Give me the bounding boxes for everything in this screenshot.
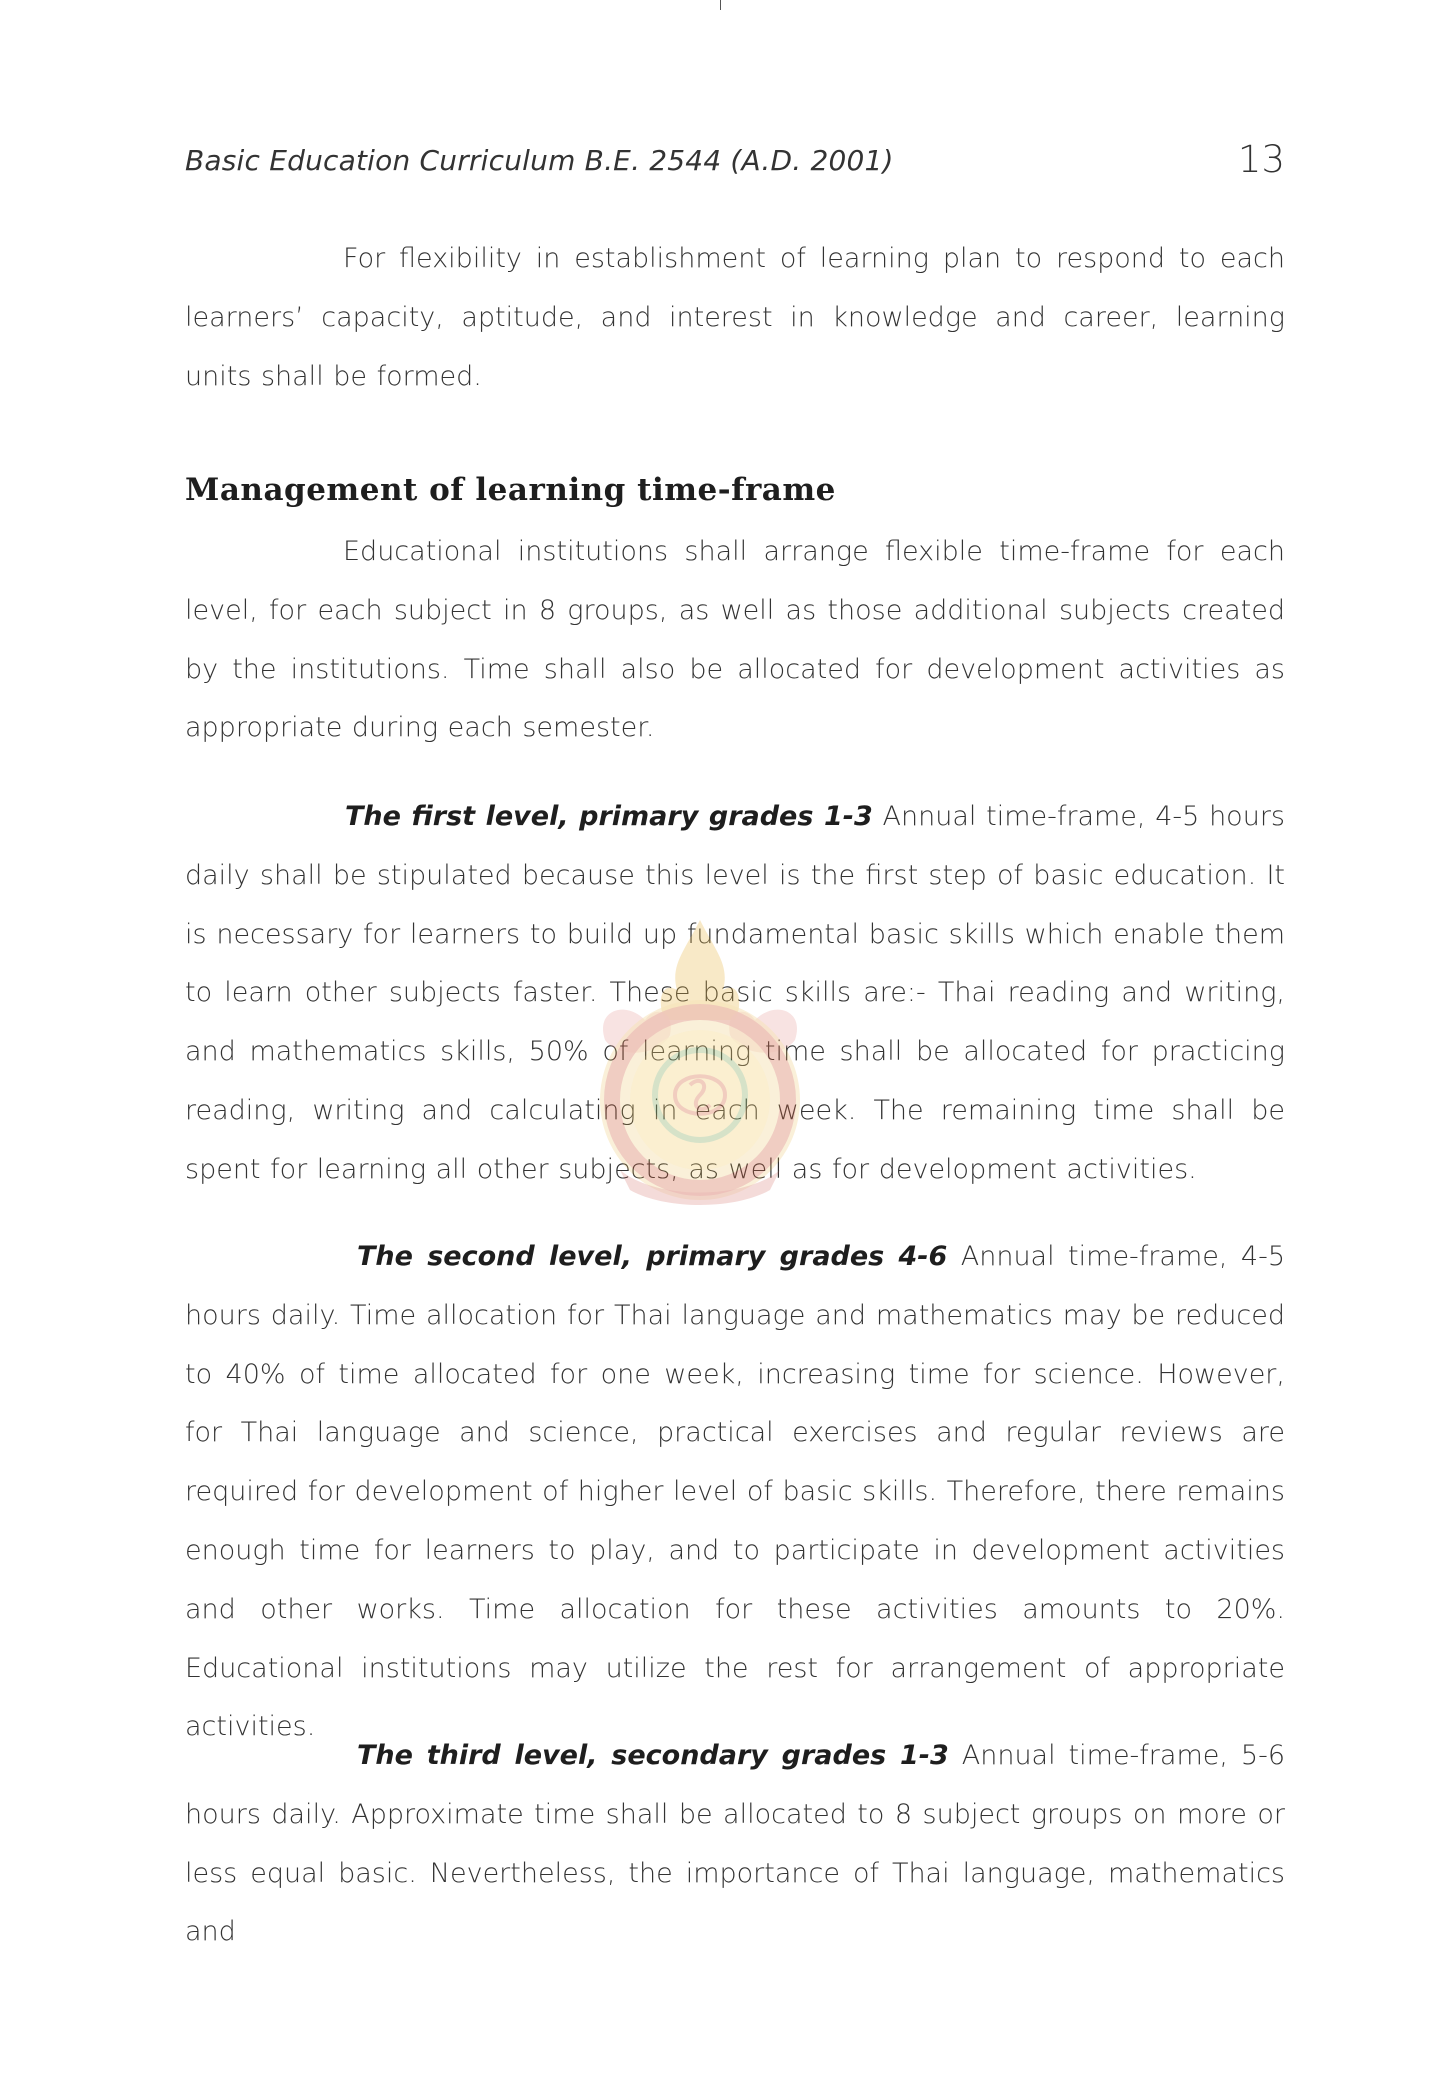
level-1-block bbox=[185, 788, 1285, 1200]
level-3-block bbox=[185, 1727, 1285, 1962]
page-header bbox=[185, 138, 1285, 184]
section-paragraph: Educational institutions shall arrange flexible time-frame for each level, for each subject in 8 groups, as well as those additional subjects created by the institutions. Time shall also be allocated for development activities as appropriate during each semester. bbox=[185, 536, 1285, 744]
level-2-text: Annual time-frame, 4-5 hours daily. Time allocation for Thai language and mathematics may be reduced to 40% of time allocated for one week, increasing time for science. However, for Thai language and science, practical exercises and regular reviews are required for development of higher level of basic skills. Therefore, there remains enough time for learners to play, and to participate in development activities and other works. Time allocation for these activities amounts to 20%. Educational institutions may utilize the rest for arrangement of appropriate activities. bbox=[185, 1241, 1285, 1743]
level-1-paragraph bbox=[185, 788, 1285, 1200]
level-2-paragraph bbox=[185, 1228, 1285, 1757]
section-heading: Management of learning time-frame bbox=[185, 472, 836, 508]
level-3-paragraph bbox=[185, 1727, 1285, 1962]
crop-mark bbox=[720, 0, 721, 10]
page-number: 13 bbox=[1237, 138, 1285, 181]
level-1-lead: The first level, primary grades 1-3 bbox=[345, 801, 873, 832]
level-1-text: Annual time-frame, 4-5 hours daily shall be stipulated because this level is the first step of basic education. It is necessary for learners to build up fundamental basic skills which enable them to learn other subjects faster. These basic skills are:- Thai reading and writing, and mathematics skills, 50% of learning time shall be allocated for practicing reading, writing and calculating in each week. The remaining time shall be spent for learning all other subjects, as well as for development activities. bbox=[185, 801, 1285, 1185]
intro-paragraph-block bbox=[185, 230, 1285, 406]
running-title: Basic Education Curriculum B.E. 2544 (A.D. 2001) bbox=[185, 144, 894, 177]
level-3-lead: The third level, secondary grades 1-3 bbox=[357, 1740, 949, 1771]
level-2-lead: The second level, primary grades 4-6 bbox=[357, 1241, 948, 1272]
level-3-text: Annual time-frame, 5-6 hours daily. Approximate time shall be allocated to 8 subject groups on more or less equal basic. Nevertheless, the importance of Thai language, mathematics and bbox=[185, 1740, 1285, 1948]
level-2-block bbox=[185, 1228, 1285, 1757]
intro-paragraph: For flexibility in establishment of learning plan to respond to each learners’ capacity, aptitude, and interest in knowledge and career, learning units shall be formed. bbox=[185, 243, 1285, 392]
section-paragraph-block bbox=[185, 523, 1285, 758]
